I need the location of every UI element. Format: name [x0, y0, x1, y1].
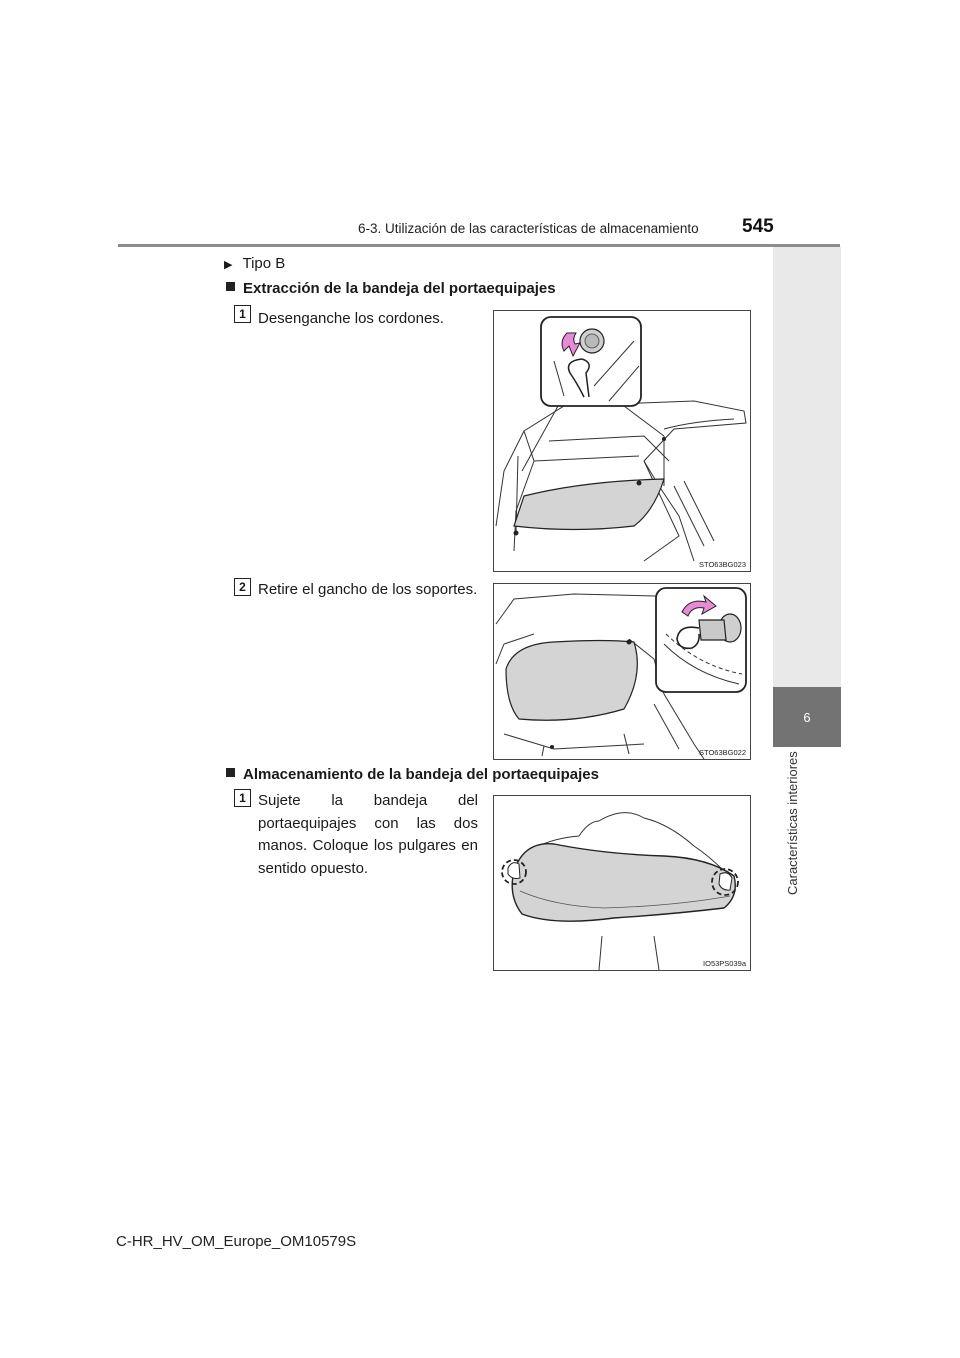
step-instruction: Retire el gancho de los soportes.	[258, 581, 478, 598]
header-rule	[118, 244, 840, 247]
step-number-badge: 1	[234, 305, 251, 323]
figure-hold-tray	[493, 795, 751, 971]
chapter-number-tab	[773, 687, 841, 747]
section-heading: Extracción de la bandeja del portaequipajes	[226, 280, 556, 297]
chapter-title-tab	[783, 751, 803, 905]
step-number-badge: 1	[234, 789, 251, 807]
step-number-badge: 2	[234, 578, 251, 596]
triangle-bullet-icon: ▶	[224, 259, 233, 271]
page-number: 545	[742, 216, 774, 237]
square-bullet-icon	[226, 282, 235, 291]
figure-code: STO63BG022	[699, 748, 746, 757]
figure-unhook-cords	[493, 310, 751, 572]
figure-code: STO63BG023	[699, 560, 746, 569]
square-bullet-icon	[226, 768, 235, 777]
variant-label: ▶ Tipo B	[224, 255, 286, 272]
chapter-title: Características interiores	[785, 751, 800, 895]
figure-remove-hook	[493, 583, 751, 760]
section-title: 6-3. Utilización de las características de almacenamiento	[358, 221, 699, 236]
step-instruction: Desenganche los cordones.	[258, 310, 444, 327]
document-code: C-HR_HV_OM_Europe_OM10579S	[116, 1233, 357, 1250]
step-instruction: Sujete la bandeja del portaequipajes con las dos manos. Coloque los pulgares en sentido opuesto.	[258, 792, 478, 877]
chapter-number: 6	[803, 709, 811, 725]
side-tab-background	[773, 247, 841, 687]
figure-code: IO53PS039a	[703, 959, 746, 968]
section-heading: Almacenamiento de la bandeja del portaequipajes	[226, 766, 599, 783]
